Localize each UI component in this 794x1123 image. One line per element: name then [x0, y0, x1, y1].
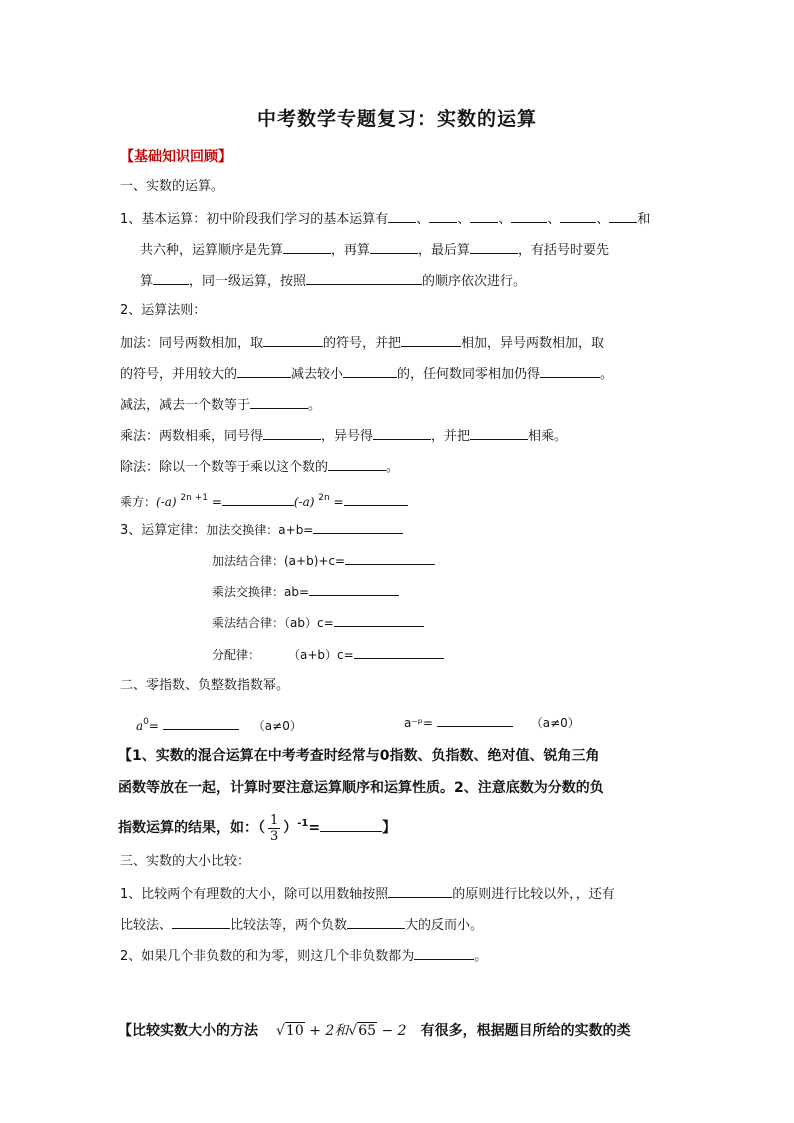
blank[interactable]	[401, 333, 461, 347]
blank[interactable]	[263, 333, 323, 347]
blank[interactable]	[313, 520, 403, 534]
compare-line-2: 比较法、 比较法等，两个负数 大的反而小。	[120, 915, 483, 935]
compare-line-1: 1、比较两个有理数的大小，除可以用数轴按照 的原则进行比较以外，，还有	[120, 884, 615, 904]
laws-line-5: 分配律： （a+b）c=	[212, 645, 444, 664]
fraction-one-third: $\frac{1}{3}$	[270, 812, 279, 844]
note-1-line-3: 指数运算的结果，如：（ $\frac{1}{3}$ ）$^{-1}$= 】	[118, 812, 397, 844]
blank[interactable]	[237, 364, 291, 378]
blank[interactable]	[429, 209, 457, 223]
zero-exponent-line: $a^0= (a\ne 0)$	[136, 717, 302, 733]
note-2-line: 【比较实数大小的方法 √10 + 2和√65 − 2 有很多，根据题目所给的实数的类	[118, 1023, 631, 1039]
section-2-heading: 二、零指数、负整数指数幂。	[120, 678, 290, 693]
subtraction-rule: 减法，减去一个数等于 。	[120, 395, 321, 415]
blank[interactable]	[320, 818, 382, 832]
blank[interactable]	[163, 716, 239, 730]
laws-line-1: 3、运算定律：加法交换律：a+b=	[120, 520, 403, 540]
rules-heading: 2、运算法则：	[120, 303, 207, 318]
note-1-line-2: 函数等放在一起，计算时要注意运算顺序和运算性质。2、注意底数为分数的负	[118, 780, 604, 796]
page-title: 中考数学专题复习：实数的运算	[256, 108, 537, 130]
blank[interactable]	[388, 209, 416, 223]
blank[interactable]	[153, 271, 189, 285]
basic-ops-line-3: 算 ，同一级运算，按照 的顺序依次进行。	[140, 271, 526, 291]
blank[interactable]	[263, 426, 321, 440]
blank[interactable]	[343, 364, 397, 378]
blank[interactable]	[250, 395, 308, 409]
blank[interactable]	[328, 457, 386, 471]
section-review-heading: 【基础知识回顾】	[120, 149, 232, 165]
blank[interactable]	[540, 364, 600, 378]
blank[interactable]	[370, 240, 418, 254]
blank[interactable]	[334, 613, 424, 627]
blank[interactable]	[470, 426, 528, 440]
power-rule: 乘方：(-a) $^{2n +1}$ = (-a) $^{2n}$ =	[120, 489, 408, 511]
basic-ops-line-1: 1、基本运算：初中阶段我们学习的基本运算有 、 、 、 、 、 和	[120, 209, 650, 229]
addition-rule-line-2: 的符号，并用较大的 减去较小 的，任何数同零相加仍得 。	[120, 364, 613, 384]
blank[interactable]	[354, 645, 444, 659]
multiplication-rule: 乘法：两数相乘，同号得 ，异号得 ，并把 相乘。	[120, 426, 567, 446]
negative-exponent-line: a⁻ᵖ= （a≠0）	[404, 713, 580, 732]
section-1-heading: 一、实数的运算。	[120, 179, 225, 194]
note-1-line-1: 【1、实数的混合运算在中考考查时经常与0指数、负指数、绝对值、锐角三角	[118, 748, 600, 764]
blank[interactable]	[470, 209, 498, 223]
blank[interactable]	[283, 240, 331, 254]
laws-line-3: 乘法交换律：ab=	[212, 582, 399, 601]
blank[interactable]	[511, 209, 547, 223]
blank[interactable]	[347, 915, 405, 929]
blank[interactable]	[344, 492, 408, 506]
laws-line-2: 加法结合律：(a+b)+c=	[212, 551, 435, 570]
compare-line-3: 2、如果几个非负数的和为零，则这几个非负数都为 。	[120, 946, 487, 966]
basic-ops-line-2: 共六种，运算顺序是先算 ，再算 ，最后算 ，有括号时要先	[140, 240, 609, 260]
blank[interactable]	[306, 271, 422, 285]
blank[interactable]	[470, 240, 518, 254]
blank[interactable]	[414, 946, 474, 960]
blank[interactable]	[309, 582, 399, 596]
blank[interactable]	[388, 884, 452, 898]
division-rule: 除法：除以一个数等于乘以这个数的 。	[120, 457, 399, 477]
addition-rule-line-1: 加法：同号两数相加，取 的符号，并把 相加，异号两数相加，取	[120, 333, 604, 353]
blank[interactable]	[345, 551, 435, 565]
blank[interactable]	[373, 426, 431, 440]
blank[interactable]	[222, 492, 294, 506]
sqrt-expression: √10 + 2和√65 − 2	[276, 1023, 407, 1039]
blank[interactable]	[437, 713, 513, 727]
blank[interactable]	[172, 915, 230, 929]
blank[interactable]	[560, 209, 596, 223]
blank[interactable]	[609, 209, 637, 223]
section-3-heading: 三、实数的大小比较：	[120, 854, 251, 869]
laws-line-4: 乘法结合律：（ab）c=	[212, 613, 424, 632]
